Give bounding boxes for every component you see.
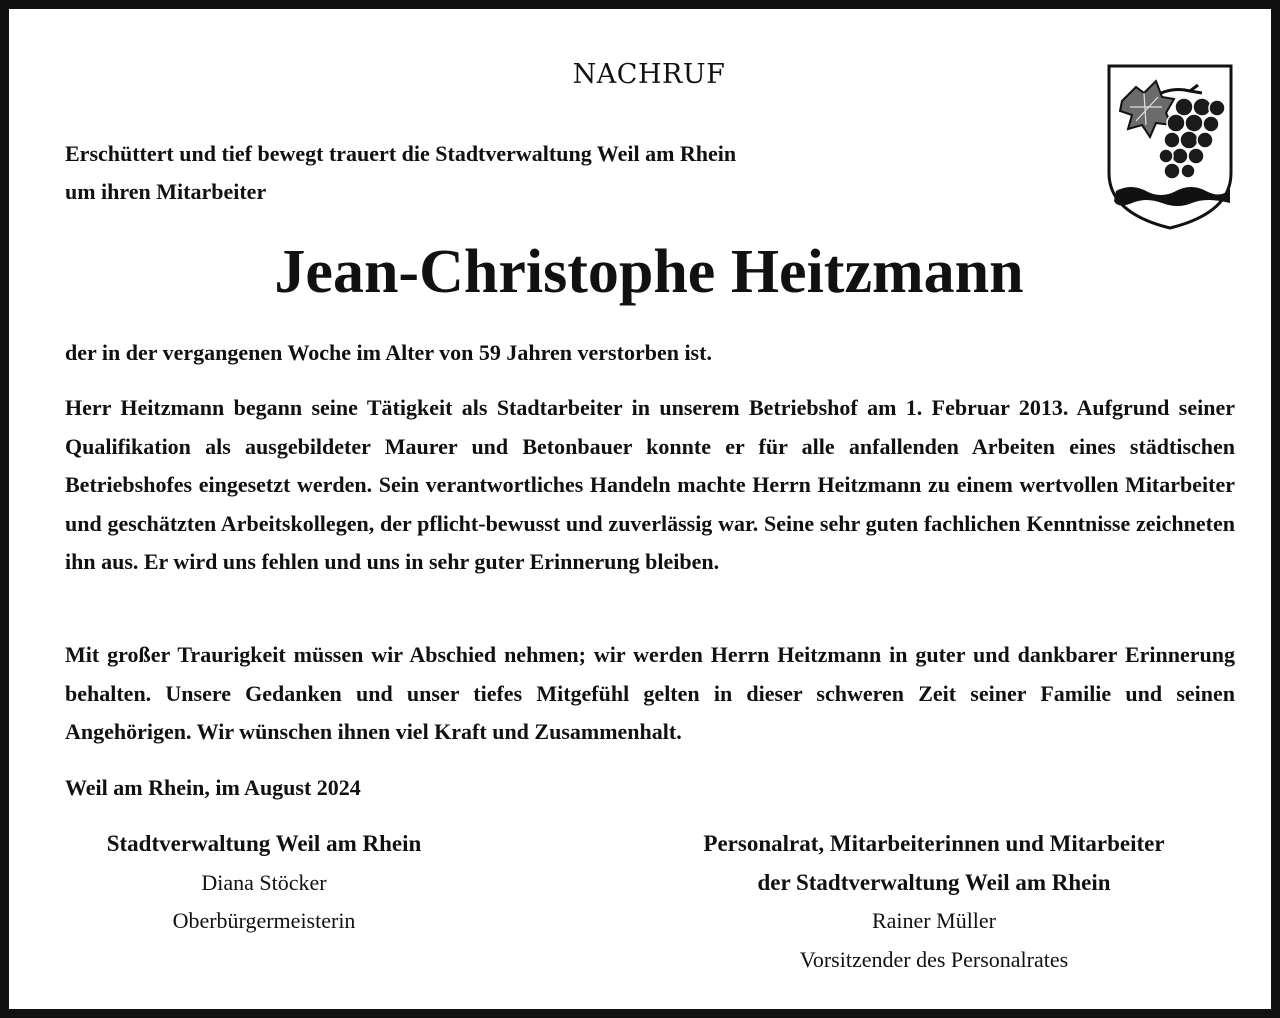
signature-organization-line-2: der Stadtverwaltung Weil am Rhein — [757, 869, 1111, 895]
notice-heading: NACHRUF — [572, 59, 726, 90]
signature-role: Oberbürgermeisterin — [172, 908, 356, 933]
age-statement: der in der vergangenen Woche im Alter von 59 Jahren verstorben ist. — [65, 340, 712, 365]
signature-organization: Stadtverwaltung Weil am Rhein — [106, 831, 422, 856]
signature-block-staff-council — [629, 825, 1239, 979]
coat-of-arms-grapes-icon — [1106, 63, 1234, 231]
deceased-name: Jean-Christophe Heitzmann — [274, 238, 1024, 306]
signature-block-city — [59, 825, 469, 941]
signature-person: Diana Stöcker — [201, 869, 327, 895]
career-paragraph: Herr Heitzmann begann seine Tätigkeit als Stadtarbeiter in unserem Betriebshof am 1. Februar 2013. Aufgrund seiner Qualifikation als ausgebildeter Maurer und Betonbauer konnte er für alle anfallenden Arbeiten eines städtischen Betriebshofes eingesetzt werden. Sein verantwortliches Handeln machte Herrn Heitzmann zu einem wertvollen Mitarbeiter und geschätzten Arbeitskollegen, der pflicht-bewusst und zuverlässig war. Seine sehr guten fachlichen Kenntnisse zeichneten ihn aus. Er wird uns fehlen und uns in sehr guter Erinnerung bleiben. — [65, 395, 1235, 574]
place-and-date: Weil am Rhein, im August 2024 — [65, 775, 361, 800]
signature-person: Rainer Müller — [871, 908, 997, 933]
farewell-paragraph: Mit großer Traurigkeit müssen wir Abschied nehmen; wir werden Herrn Heitzmann in guter und dankbarer Erinnerung behalten. Unsere Gedanken und unser tiefes Mitgefühl gelten in dieser schweren Zeit seiner Familie und seinen Angehörigen. Wir wünschen ihnen viel Kraft und Zusammenhalt. — [65, 642, 1235, 744]
intro-line-2: um ihren Mitarbeiter — [65, 179, 267, 204]
signature-role: Vorsitzender des Personalrates — [799, 946, 1069, 972]
signature-organization-line-1: Personalrat, Mitarbeiterinnen und Mitarbeiter — [703, 831, 1165, 856]
intro-text — [65, 135, 1065, 211]
intro-line-1: Erschüttert und tief bewegt trauert die Stadtverwaltung Weil am Rhein — [65, 141, 737, 166]
